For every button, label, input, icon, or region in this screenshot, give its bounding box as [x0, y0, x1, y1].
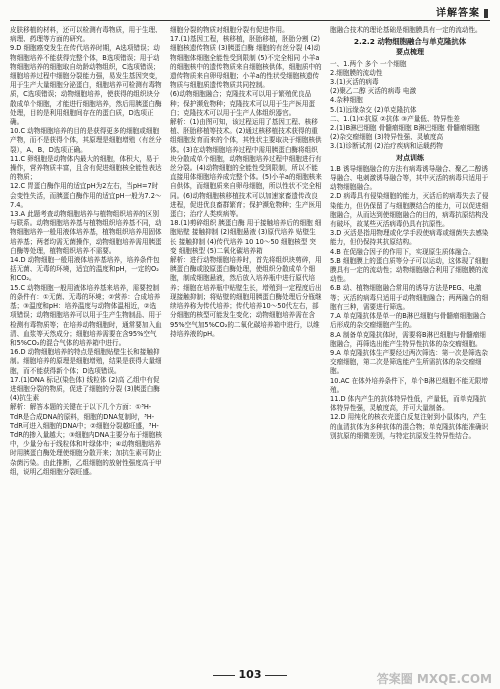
answer-paragraph: 14.D 动物细胞一般用液体培养基培养，培养条件包括无菌、无毒的环境，适宜的温度和pH，一定的O₂和CO₂。	[10, 256, 160, 283]
answer-paragraph: 4.B 在促融合因子的作用下，实现原生质体融合。	[330, 247, 475, 256]
answer-paragraph: 解析：解答本题的关键在于以下几个方面：①³H-TdR是合成DNA的原料，细胞的DNA复制时，³H-TdR可进入细胞的DNA中；②细胞分裂越旺盛，³H-TdR的掺入量越大；③细胞内DNA主要分布于细胞核中，少量分布于线粒体和叶绿体中；④动物细胞培养时用胰蛋白酶处理使细胞分散开来；加抗生素可防止杂菌污染。由此推断，乙组细胞的放射性强度高于甲组，说明乙组细胞分裂旺盛。	[10, 403, 162, 476]
header-bar-mark	[484, 9, 488, 18]
answer-line: 3.(1)诊断试剂 (2)治疗疾病和运载药物	[330, 142, 443, 151]
answer-paragraph: 解析：(1)由图可知，该过程运用了基因工程、核移植、胚胎移植等技术。(2)通过核移植技术获得的重组细胞发育而来的个体，其性状主要取决于细胞核供体。(3)在动物细胞培养过程中需用胰蛋白酶将组织块分散成单个细胞，动物细胞培养过程中细胞进行有丝分裂。(4)动物细胞的全能性受到限制，所以不能直接用体细胞培养成完整个体。(5)小羊a的细胞核来自供体，而细胞质来自卵母细胞，所以性状不完全相同。(6)动物细胞核移植技术可以加速家畜遗传改良进程，促进优良畜群繁育；保护濒危物种；生产医用蛋白；治疗人类疾病等。	[170, 118, 322, 219]
answer-paragraph: 16.D 动物细胞培养的特点是细胞贴壁生长和接触抑制。细胞培养的原理是细胞增殖，结果是获得大量细胞，而不能获得新个体；D选项错误。	[10, 348, 162, 375]
answer-line: 5.(1)远缘杂交 (2)单克隆抗体	[330, 105, 417, 114]
answer-paragraph: 细胞分裂的物质对细胞分裂有促进作用。	[170, 26, 289, 34]
answer-paragraph: 5.B 细胞膜上的蛋白质等分子可以运动，这体现了细胞膜具有一定的流动性；动物细胞融合利用了细胞膜的流动性。	[330, 256, 489, 284]
answer-paragraph: 13.A 此题考查动物细胞培养与植物组织培养的区别与联系。动物细胞培养基与植物组织培养基不同，动物细胞培养一般用液体培养基，植物组织培养用固体培养基；两者均需无菌操作，动物细胞培养需用胰蛋白酶等处理，植物组织培养不需要。	[10, 210, 162, 255]
answer-line: 2.细胞膜的流动性	[330, 68, 383, 77]
answer-paragraph: (6)动物细胞融合；克隆技术可以用于繁殖优良品种；保护濒危物种；克隆技术可以用于生产医用蛋白；克隆技术可以用于生产人体组织器官。	[170, 90, 316, 117]
answer-paragraph: 7.A 单克隆抗体是单一的B淋巴细胞与骨髓瘤细胞融合后形成的杂交瘤细胞产生的。	[330, 312, 486, 330]
page-number-dash-left	[213, 675, 235, 676]
answer-paragraph: 12.C 胃蛋白酶作用的适宜pH为2左右，当pH=7时会变性失活，而胰蛋白酶作用的适宜pH一般为7.2～7.4。	[10, 182, 162, 209]
answer-paragraph: 10.AC 在体外培养条件下，单个B淋巴细胞不能无限增殖。	[330, 376, 488, 394]
header-title-text: 详解答案	[436, 8, 480, 19]
answer-paragraph: 胞融合技术的理论基础是细胞膜具有一定的流动性。	[330, 26, 482, 34]
answer-paragraph: 皮肤移植的材料，还可以检测有毒物质，用于生理、病理、药理等方面的研究。	[10, 26, 162, 44]
answer-paragraph: 18.(1)剪碎组织 胰蛋白酶 用于接触培养后的细胞 细胞贴壁 接触抑制 (2)细胞悬液 (3)原代培养 贴壁生长 接触抑制 (4)传代培养 10 10～50 细胞核型 突变 细胞核型 (5)二氧化碳培养箱	[170, 219, 322, 255]
answer-line: (2)聚乙二醇 灭活的病毒 电激	[330, 87, 417, 96]
subsection-title: 对点训练	[396, 153, 424, 162]
page-number-text: 103	[238, 668, 262, 681]
header-divider	[10, 20, 490, 21]
answer-column-right	[330, 26, 490, 658]
answer-paragraph: 11.C 卵细胞是动物体内最大的细胞，体积大，易于操作，营养物质丰富，且含有促进细胞核全能性表达的物质；	[10, 154, 162, 182]
answer-paragraph: 解析：进行动物细胞培养时，首先将组织块剪碎，用胰蛋白酶或胶原蛋白酶处理，使组织分散成单个细胞，制成细胞悬液，然后放入培养瓶中进行原代培养；细胞在培养瓶中贴壁生长，增殖到一定程度后出现接触抑制；将贴壁的细胞用胰蛋白酶处理后分瓶继续培养称为传代培养；传代培养10～50代左右，部分细胞的核型可能发生变化；动物细胞培养需在含95%空气加5%CO₂的二氧化碳培养箱中进行，以维持培养液的pH。	[170, 256, 322, 338]
section-title: 2.2.2 动物细胞融合与单克隆抗体	[353, 37, 467, 47]
subsection-title: 要点梳理	[396, 48, 424, 57]
answer-paragraph: 10.C 动物细胞培养的目的是获得更多的细胞或细胞产物，而不是获得个体，其原理是细胞增殖（有丝分裂），A、B、D选项正确。	[10, 127, 162, 154]
answer-paragraph: 6.B 动、植物细胞融合常用的诱导方法是PEG、电激等；灭活的病毒只适用于动物细胞融合；两两融合的细胞有三种，需要进行筛选。	[330, 284, 489, 311]
answer-paragraph: 12.D 用纯化的核衣壳蛋白反复注射到小鼠体内，产生的血清抗体为多种抗体的混合物；单克隆抗体能准确识别抗原的细微差别，与特定抗原发生特异性结合。	[330, 413, 489, 440]
answer-paragraph: 9.D 细胞癌变发生在传代培养时期，A选项错误；动物细胞培养不能获得完整个体，B选项错误；用于动物细胞培养的细胞取自幼龄动物组织，C选项错误；细胞培养过程中细胞分裂能力强，易发生基因突变，用于生产大量细胞分泌蛋白，细胞培养可检测有毒物质，C选项错误；动物细胞培养，使获得的组织块分散成单个细胞，才能进行细胞培养，然后用胰蛋白酶处理，目的是利用细胞间存在的蛋白质，D选项正确。	[10, 44, 162, 127]
answer-column-left	[10, 26, 162, 658]
page-number-dash-right	[265, 675, 287, 676]
answer-line: 2.(1)B淋巴细胞 骨髓瘤细胞 B淋巴细胞 骨髓瘤细胞 (2)杂交瘤细胞 (3)特异性强、灵敏度高	[330, 124, 480, 142]
answer-paragraph: 1.B 诱导细胞融合的方法有病毒诱导融合、聚乙二醇诱导融合、电刺激诱导融合等，其中灭活的病毒只适用于动物细胞融合。	[330, 164, 489, 192]
header-title	[436, 4, 488, 19]
answer-paragraph: 11.D 体内产生的抗体特异性低，产量低，而单克隆抗体特异性强，灵敏度高，并可大量制备。	[330, 394, 487, 413]
answer-paragraph: 15.C 动物细胞一般用液体培养基来培养，需要控制的条件有：①无菌、无毒的环境；②营养：合成培养基；③温度和pH：培养温度与动物体温相近，②选项错误；动物细胞培养可以用于生产生物制品、用于检测有毒物质等；在培养动物细胞时，通常要加入血清、血浆等天然成分；细胞培养需要在含95%空气和5%CO₂的混合气体的培养箱中进行。	[10, 283, 162, 347]
answer-paragraph: 2.D 病毒具有侵染细胞的能力，灭活后的病毒失去了侵染能力，但仍保留了与细胞膜结合的能力，可以促进细胞融合，从而达到使细胞融合的目的，病毒抗原结构没有破坏，故某些灭活病毒仍具有抗原性。	[330, 192, 489, 229]
answer-line: 二、1.(1)①抗原 ②抗体 ③产量低、特异性差	[330, 114, 460, 123]
answer-line: 一、1.两个 多个 一个细胞	[330, 59, 407, 68]
watermark-logo: 答案圈 MXQE.COM	[376, 672, 492, 686]
answer-column-middle	[170, 26, 322, 658]
answer-paragraph: 17.(1)DNA 标记(染色体) 线粒体 (2)高 乙组中有促进细胞分裂的物质，促进了细胞的分裂 (3)胰蛋白酶 (4)抗生素	[10, 375, 160, 403]
answer-line: 4.杂种细胞	[330, 96, 363, 105]
answer-paragraph: 9.A 单克隆抗体生产要经过两次筛选：第一次是筛选杂交瘤细胞，第二次是筛选能产生所需抗体的杂交瘤细胞。	[330, 348, 488, 376]
answer-line: 3.(1)灭活的病毒	[330, 78, 379, 87]
answer-paragraph: 8.A 制备单克隆抗体时，需要将B淋巴细胞与骨髓瘤细胞融合，再筛选出能产生特异性抗体的杂交瘤细胞。	[330, 330, 486, 348]
answer-paragraph: 17.(1)基因工程，核移植，胚胎移植，胚胎分割 (2)细胞核遗传物质 (3)胰蛋白酶 细胞的有丝分裂 (4)动物细胞体细胞全能性受到限制 (5)不完全相同 小羊a的细胞核中的遗传物质来自细胞核供体，细胞质中的遗传物质来自卵母细胞；小羊a的性状受细胞核遗传物质与细胞质遗传物质共同控制。	[170, 35, 322, 90]
answer-paragraph: 3.D 灭活是指用物理或化学手段使病毒或细菌失去感染能力，但仍保持其抗原结构。	[330, 229, 489, 247]
